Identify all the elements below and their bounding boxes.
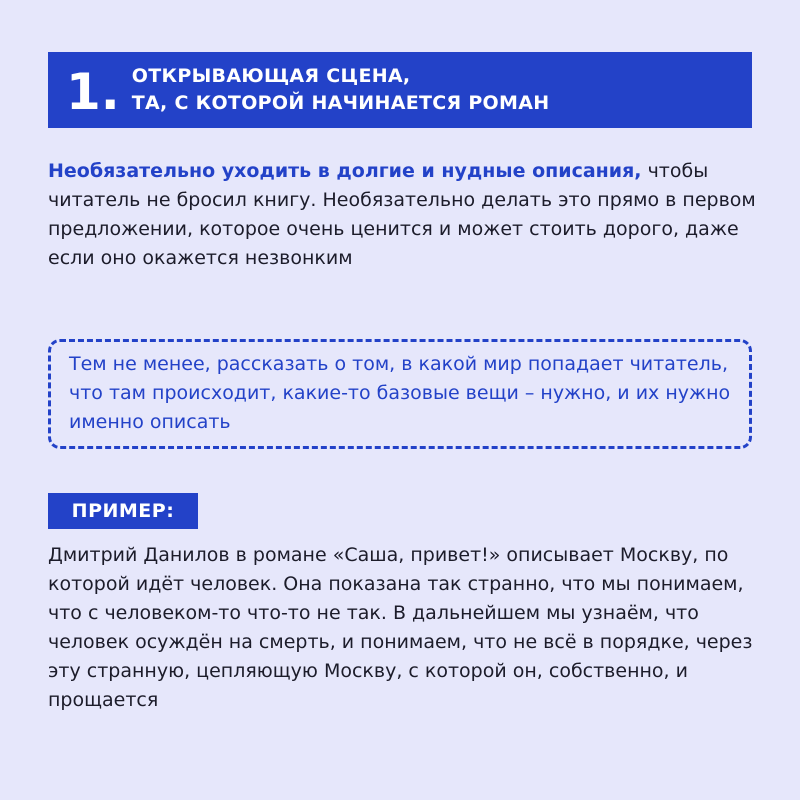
section-title-line-1: ОТКРЫВАЮЩАЯ СЦЕНА, xyxy=(131,65,411,87)
highlight-quote-box xyxy=(48,339,752,449)
section-title-line-2: ТА, С КОТОРОЙ НАЧИНАЕТСЯ РОМАН xyxy=(131,92,550,114)
intro-lead-text: Необязательно уходить в долгие и нудные описания, xyxy=(48,160,642,182)
section-header-banner xyxy=(48,52,752,128)
highlight-quote-text: Тем не менее, рассказать о том, в какой мир попадает читатель, что там происходит, какие-то базовые вещи – нужно, и их нужно именно описать xyxy=(69,353,731,433)
intro-body-text: чтобы читатель не бросил книгу. Необязательно делать это прямо в первом предложении, которое очень ценится и может стоить дорого, даже если оно окажется незвонким xyxy=(48,160,756,269)
example-label-badge: ПРИМЕР: xyxy=(48,493,198,529)
intro-paragraph xyxy=(48,157,768,273)
section-number: 1. xyxy=(66,63,120,121)
section-title xyxy=(132,63,550,117)
example-paragraph: Дмитрий Данилов в романе «Саша, привет!» описывает Москву, по которой идёт человек. Она показана так странно, что мы понимаем, что с человеком-то что-то не так. В дальнейшем мы узнаём, что человек осуждён на смерть, и понимаем, что не всё в порядке, через эту странную, цепляющую Москву, с которой он, собственно, и прощается xyxy=(48,544,753,711)
